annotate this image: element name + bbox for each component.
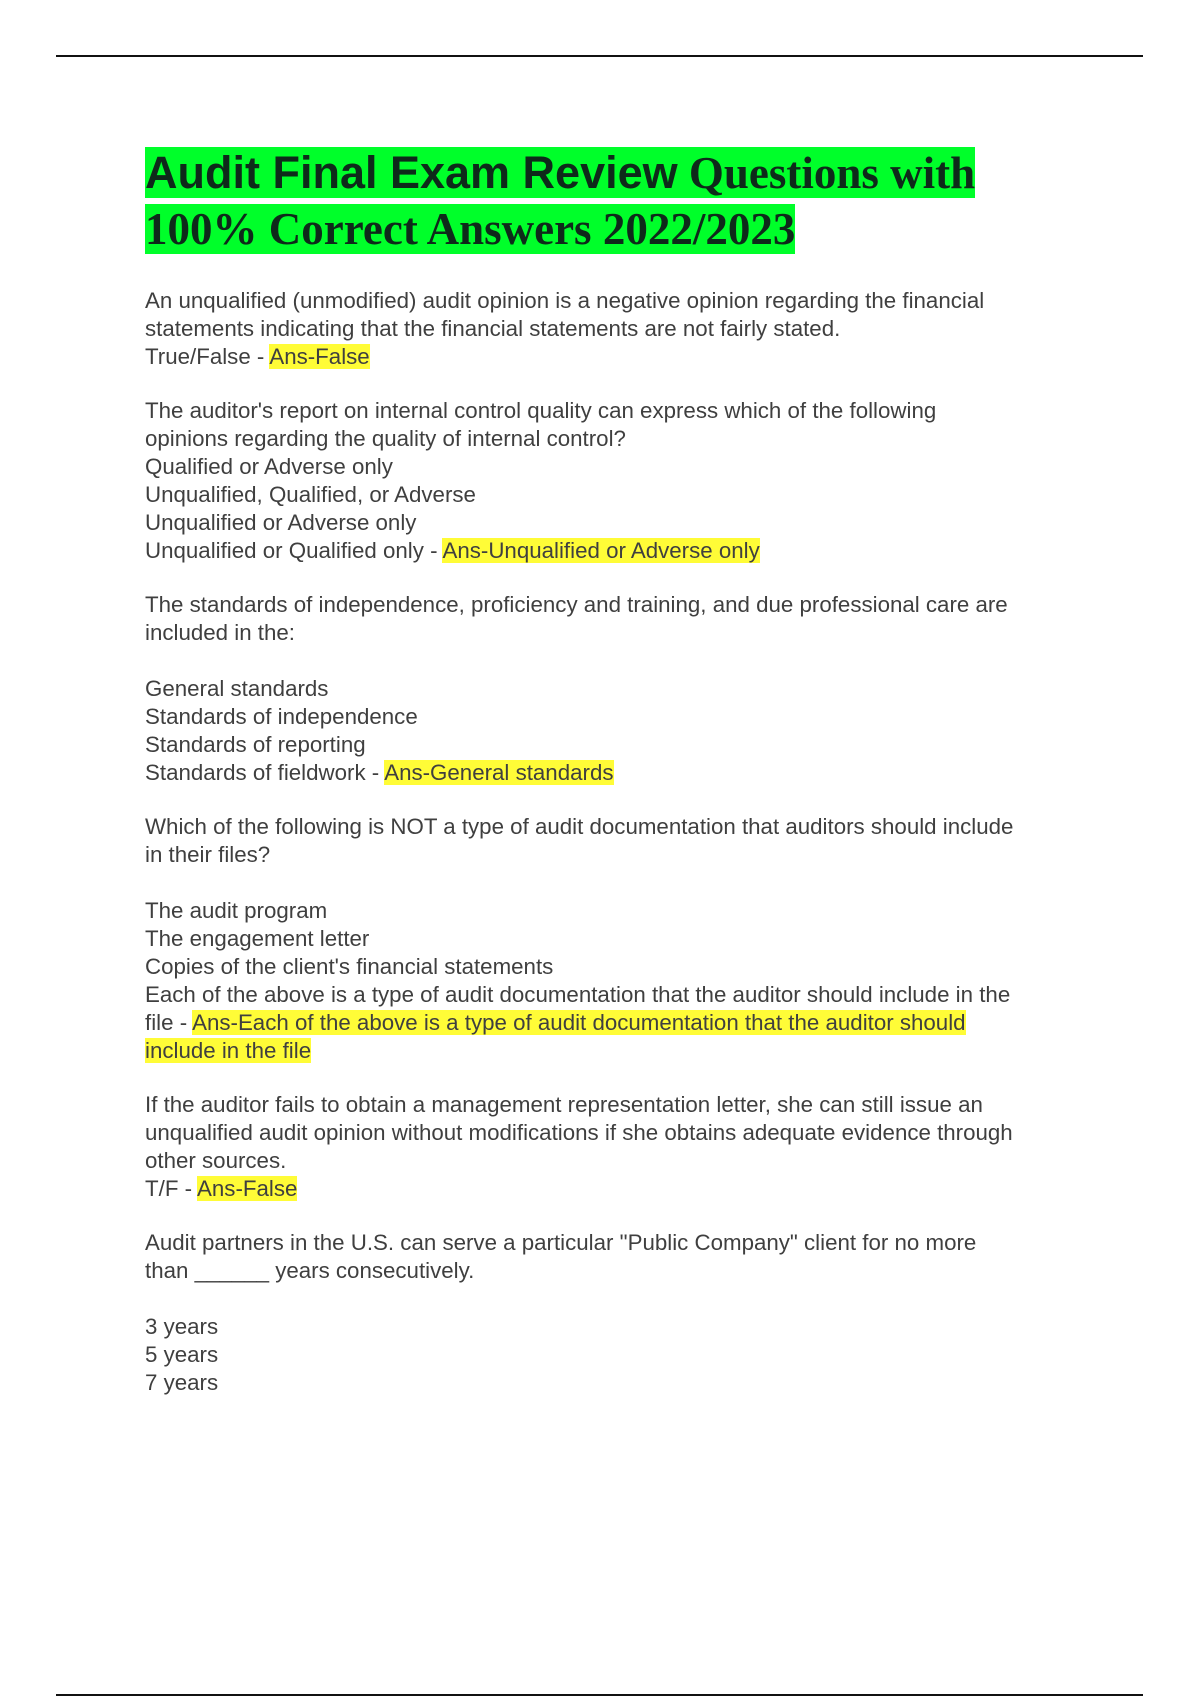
question-block <box>145 1091 1095 1203</box>
question-list <box>145 287 1095 1397</box>
answer-option: 3 years <box>145 1314 219 1339</box>
answer-line <box>145 759 1095 787</box>
answer-option: Unqualified or Adverse only <box>145 510 417 535</box>
correct-answer-highlight: Ans-False <box>269 344 370 369</box>
answer-line <box>145 1009 1095 1037</box>
question-text-line: Which of the following is NOT a type of audit documentation that auditors should include <box>145 814 1014 839</box>
answer-option: The engagement letter <box>145 926 370 951</box>
correct-answer-highlight: include in the file <box>145 1038 312 1063</box>
answer-line-prefix: file - <box>145 1010 193 1035</box>
question-text-line: opinions regarding the quality of internal control? <box>145 426 626 451</box>
question-text-line: An unqualified (unmodified) audit opinion is a negative opinion regarding the financial <box>145 288 985 313</box>
question-text-line: The auditor's report on internal control quality can express which of the following <box>145 398 937 423</box>
answer-option: Unqualified, Qualified, or Adverse <box>145 482 476 507</box>
answer-option: Copies of the client's financial statements <box>145 954 554 979</box>
question-text-line: The standards of independence, proficiency and training, and due professional care are <box>145 592 1008 617</box>
question-text-line: other sources. <box>145 1148 287 1173</box>
question-text-line: If the auditor fails to obtain a management representation letter, she can still issue an <box>145 1092 983 1117</box>
answer-option: Each of the above is a type of audit documentation that the auditor should include in the <box>145 982 1011 1007</box>
question-text-line: included in the: <box>145 620 295 645</box>
answer-option: Standards of reporting <box>145 732 366 757</box>
correct-answer-highlight: Ans-Each of the above is a type of audit documentation that the auditor should <box>192 1010 966 1035</box>
answer-option: 7 years <box>145 1370 219 1395</box>
answer-line <box>145 343 1095 371</box>
answer-option: 5 years <box>145 1342 219 1367</box>
answer-option: General standards <box>145 676 329 701</box>
top-rule <box>56 55 1143 57</box>
answer-line-prefix: Standards of fieldwork - <box>145 760 385 785</box>
answer-line <box>145 537 1095 565</box>
answer-line <box>145 1175 1095 1203</box>
question-text-line: statements indicating that the financial statements are not fairly stated. <box>145 316 841 341</box>
question-block <box>145 813 1095 1065</box>
title-part-1: Audit Final Exam Review <box>145 147 678 198</box>
document-body <box>145 145 1095 1397</box>
correct-answer-highlight: Ans-Unqualified or Adverse only <box>442 538 760 563</box>
question-text-line: unqualified audit opinion without modifications if she obtains adequate evidence through <box>145 1120 1013 1145</box>
answer-line-prefix: True/False - <box>145 344 270 369</box>
answer-option: Standards of independence <box>145 704 418 729</box>
question-block <box>145 287 1095 371</box>
question-text-line: in their files? <box>145 842 271 867</box>
answer-line-prefix: Unqualified or Qualified only - <box>145 538 443 563</box>
bottom-rule <box>56 1694 1143 1696</box>
question-block <box>145 1229 1095 1397</box>
document-title <box>145 145 1095 257</box>
question-text-line: Audit partners in the U.S. can serve a particular "Public Company" client for no more <box>145 1230 977 1255</box>
title-part-2: Questions with <box>677 148 976 198</box>
answer-line-continued <box>145 1037 1095 1065</box>
answer-option: The audit program <box>145 898 328 923</box>
correct-answer-highlight: Ans-General standards <box>384 760 614 785</box>
title-line-2: 100% Correct Answers 2022/2023 <box>145 204 796 254</box>
correct-answer-highlight: Ans-False <box>197 1176 298 1201</box>
answer-line-prefix: T/F - <box>145 1176 198 1201</box>
question-block <box>145 397 1095 565</box>
question-block <box>145 591 1095 787</box>
question-text-line: than ______ years consecutively. <box>145 1258 475 1283</box>
answer-option: Qualified or Adverse only <box>145 454 393 479</box>
